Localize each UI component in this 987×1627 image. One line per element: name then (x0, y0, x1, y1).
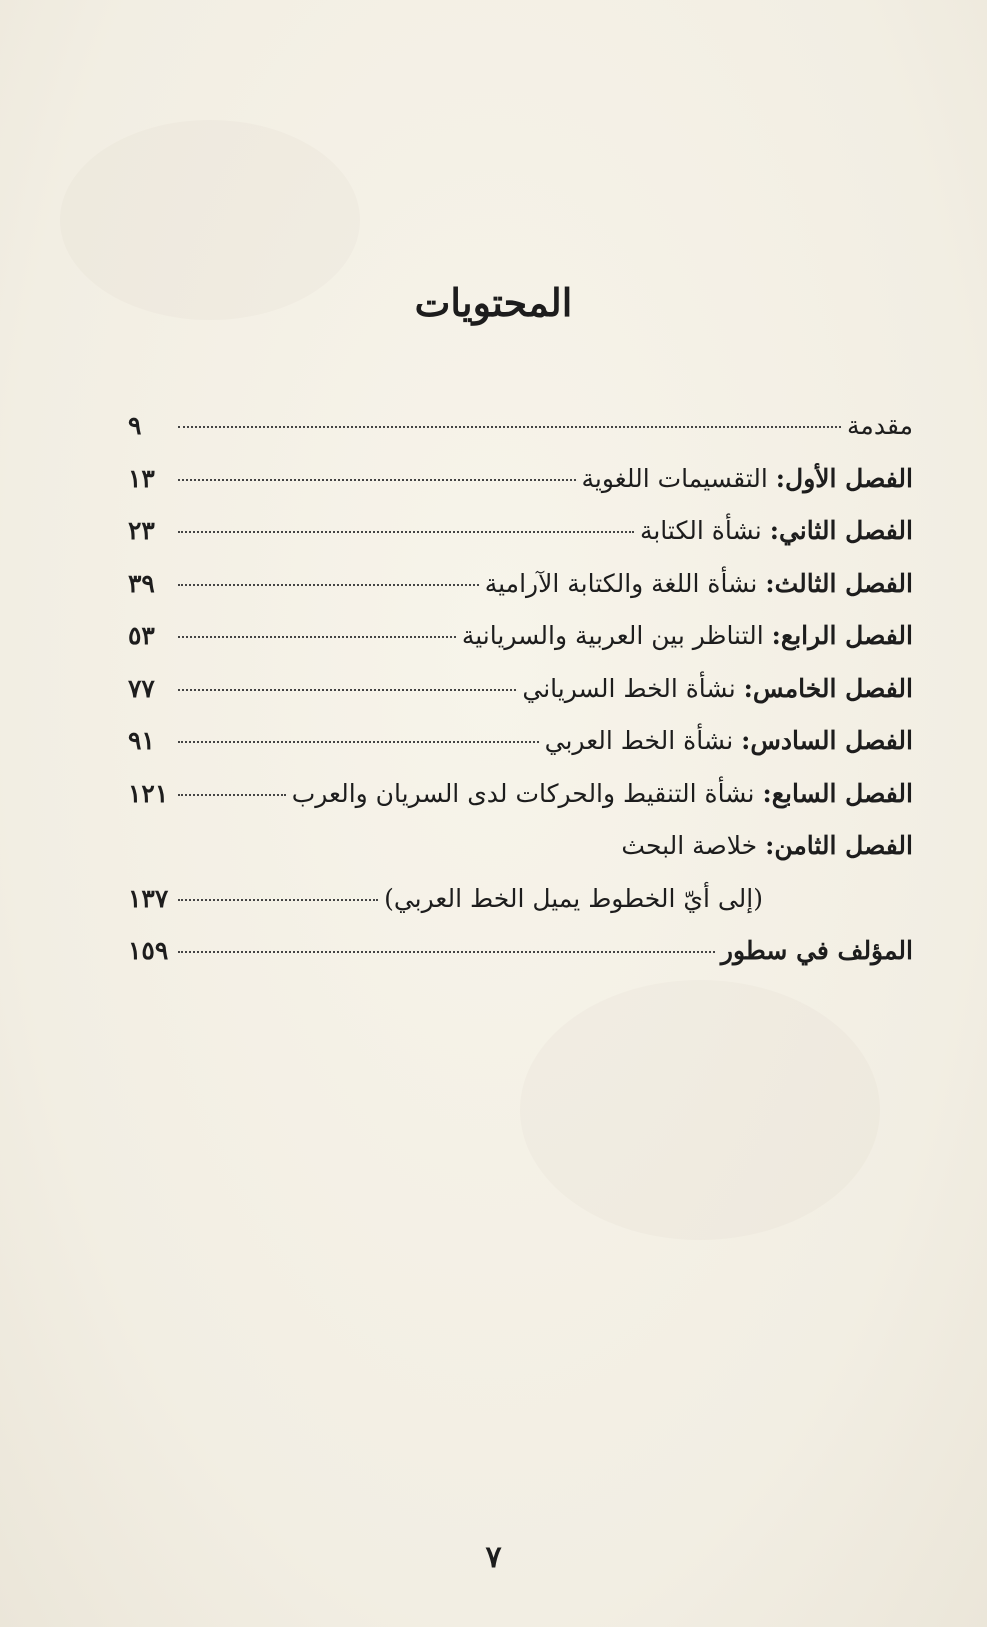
toc-chapter-label: الفصل الخامس: (743, 673, 913, 703)
dot-leader (178, 426, 841, 428)
table-of-contents (128, 400, 913, 978)
toc-page-number: ١٢١ (128, 778, 169, 808)
toc-entry-label: المؤلف في سطور (720, 936, 913, 965)
toc-page-number: ٢٣ (128, 516, 155, 545)
toc-row-chapter-6 (128, 715, 913, 768)
toc-page-number: ٣٩ (128, 568, 155, 598)
toc-row-chapter-1 (128, 453, 913, 506)
toc-chapter-label: الفصل الثامن: (765, 831, 913, 860)
dot-leader (178, 951, 715, 953)
dot-leader (178, 584, 479, 586)
page-number-footer: ٧ (485, 1540, 502, 1575)
toc-chapter-subtitle: (إلى أيّ الخطوط يميل الخط العربي) (384, 883, 763, 913)
dot-leader (178, 479, 576, 481)
dot-leader (178, 899, 378, 901)
toc-chapter-title: نشأة الكتابة (639, 516, 762, 545)
toc-chapter-label: الفصل الثاني: (769, 516, 913, 545)
toc-chapter-title: نشأة الخط العربي (544, 726, 734, 755)
toc-page-number: ٩ (128, 411, 142, 440)
toc-chapter-title: نشأة اللغة والكتابة الآرامية (484, 568, 758, 598)
toc-row-chapter-8-subtitle (128, 873, 913, 926)
toc-row-chapter-7 (128, 768, 913, 821)
dot-leader (178, 794, 286, 796)
toc-chapter-title: نشأة الخط السرياني (522, 673, 736, 703)
toc-row-chapter-4 (128, 610, 913, 663)
toc-chapter-title: التقسيمات اللغوية (581, 463, 768, 493)
toc-chapter-label: الفصل السابع: (762, 778, 913, 808)
toc-chapter-label: الفصل الثالث: (765, 568, 913, 598)
toc-page-number: ٩١ (128, 726, 155, 755)
toc-row-intro (128, 400, 913, 453)
toc-row-author (128, 925, 913, 978)
paper-stain (520, 980, 880, 1240)
toc-chapter-label: الفصل الرابع: (771, 621, 913, 650)
dot-leader (178, 636, 456, 638)
toc-row-chapter-5 (128, 663, 913, 716)
toc-chapter-label: الفصل السادس: (741, 726, 913, 755)
dot-leader (178, 531, 634, 533)
toc-page-number: ٥٣ (128, 621, 155, 650)
toc-row-chapter-3 (128, 558, 913, 611)
toc-entry-label: مقدمة (847, 411, 913, 440)
toc-row-chapter-2 (128, 505, 913, 558)
toc-chapter-title: نشأة التنقيط والحركات لدى السريان والعرب (291, 778, 755, 808)
toc-page-number: ١٣٧ (128, 883, 169, 913)
toc-row-chapter-8 (128, 820, 913, 873)
page-title: المحتويات (414, 280, 573, 325)
dot-leader (178, 741, 539, 743)
toc-page-number: ٧٧ (128, 673, 155, 703)
toc-page-number: ١٣ (128, 463, 155, 493)
toc-chapter-title: التناظر بين العربية والسريانية (461, 621, 764, 650)
toc-chapter-label: الفصل الأول: (775, 463, 913, 493)
toc-chapter-title: خلاصة البحث (621, 831, 758, 860)
toc-page-number: ١٥٩ (128, 936, 169, 965)
dot-leader (178, 689, 516, 691)
